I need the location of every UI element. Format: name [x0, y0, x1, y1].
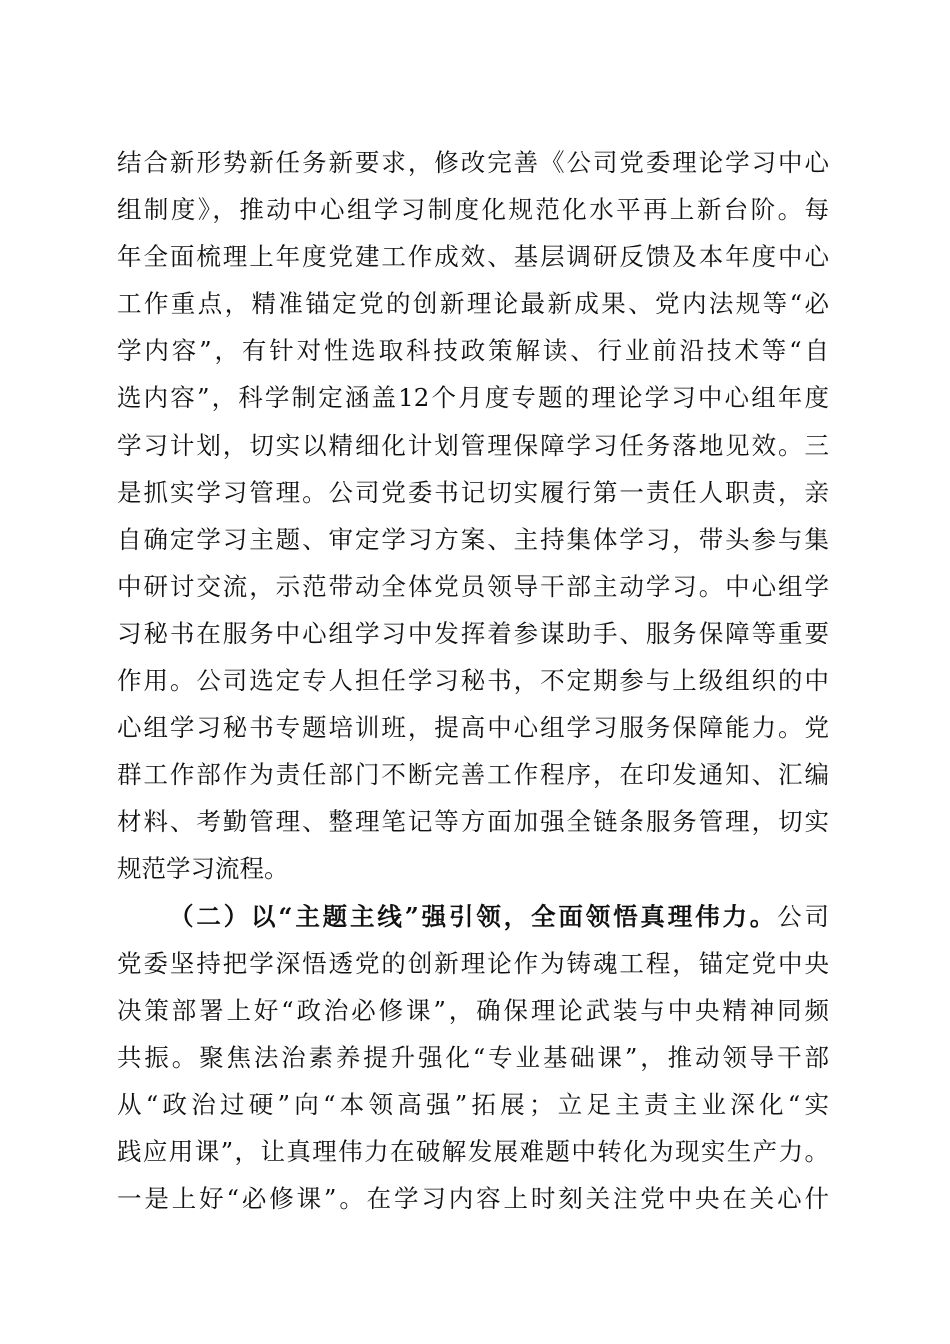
text-line: 决策部署上好“政治必修课”，确保理论武装与中央精神同频 — [117, 995, 829, 1025]
text-line: 学内容”，有针对性选取科技政策解读、行业前沿技术等“自 — [117, 336, 829, 366]
text-line: 一是上好“必修课”。在学习内容上时刻关注党中央在关心什 — [117, 1184, 829, 1214]
text-line: 结合新形势新任务新要求，修改完善《公司党委理论学习中心 — [117, 148, 829, 177]
section-heading: （二）以“主题主线”强引领，全面领悟真理伟力。 — [169, 901, 778, 931]
text-line: 践应用课”，让真理伟力在破解发展难题中转化为现实生产力。 — [117, 1136, 829, 1166]
text-line: 规范学习流程。 — [117, 854, 289, 884]
text-line: 自确定学习主题、审定学习方案、主持集体学习，带头参与集 — [117, 524, 829, 554]
text-line: 共振。聚焦法治素养提升强化“专业基础课”，推动领导干部 — [117, 1042, 829, 1072]
text-line: 群工作部作为责任部门不断完善工作程序，在印发通知、汇编 — [117, 760, 829, 790]
document-body — [117, 139, 829, 1222]
text-line: 习秘书在服务中心组学习中发挥着参谋助手、服务保障等重要 — [117, 618, 829, 648]
text-line: 作用。公司选定专人担任学习秘书，不定期参与上级组织的中 — [117, 666, 829, 696]
text-line: 选内容”，科学制定涵盖12个月度专题的理论学习中心组年度 — [117, 383, 829, 413]
text-line: 是抓实学习管理。公司党委书记切实履行第一责任人职责，亲 — [117, 477, 829, 507]
text-line: 年全面梳理上年度党建工作成效、基层调研反馈及本年度中心 — [117, 242, 829, 272]
text-line: 材料、考勤管理、整理笔记等方面加强全链条服务管理，切实 — [117, 807, 829, 837]
section-heading-line — [117, 893, 829, 940]
text-line: 心组学习秘书专题培训班，提高中心组学习服务保障能力。党 — [117, 713, 829, 743]
text-line: 党委坚持把学深悟透党的创新理论作为铸魂工程，锚定党中央 — [117, 948, 829, 978]
text-fragment: 公司 — [777, 901, 830, 931]
text-line: 学习计划，切实以精细化计划管理保障学习任务落地见效。三 — [117, 430, 829, 460]
text-line: 组制度》，推动中心组学习制度化规范化水平再上新台阶。每 — [117, 195, 829, 225]
text-line: 从“政治过硬”向“本领高强”拓展；立足主责主业深化“实 — [117, 1089, 829, 1119]
text-line: 工作重点，精准锚定党的创新理论最新成果、党内法规等“必 — [117, 289, 829, 319]
text-line: 中研讨交流，示范带动全体党员领导干部主动学习。中心组学 — [117, 571, 829, 601]
